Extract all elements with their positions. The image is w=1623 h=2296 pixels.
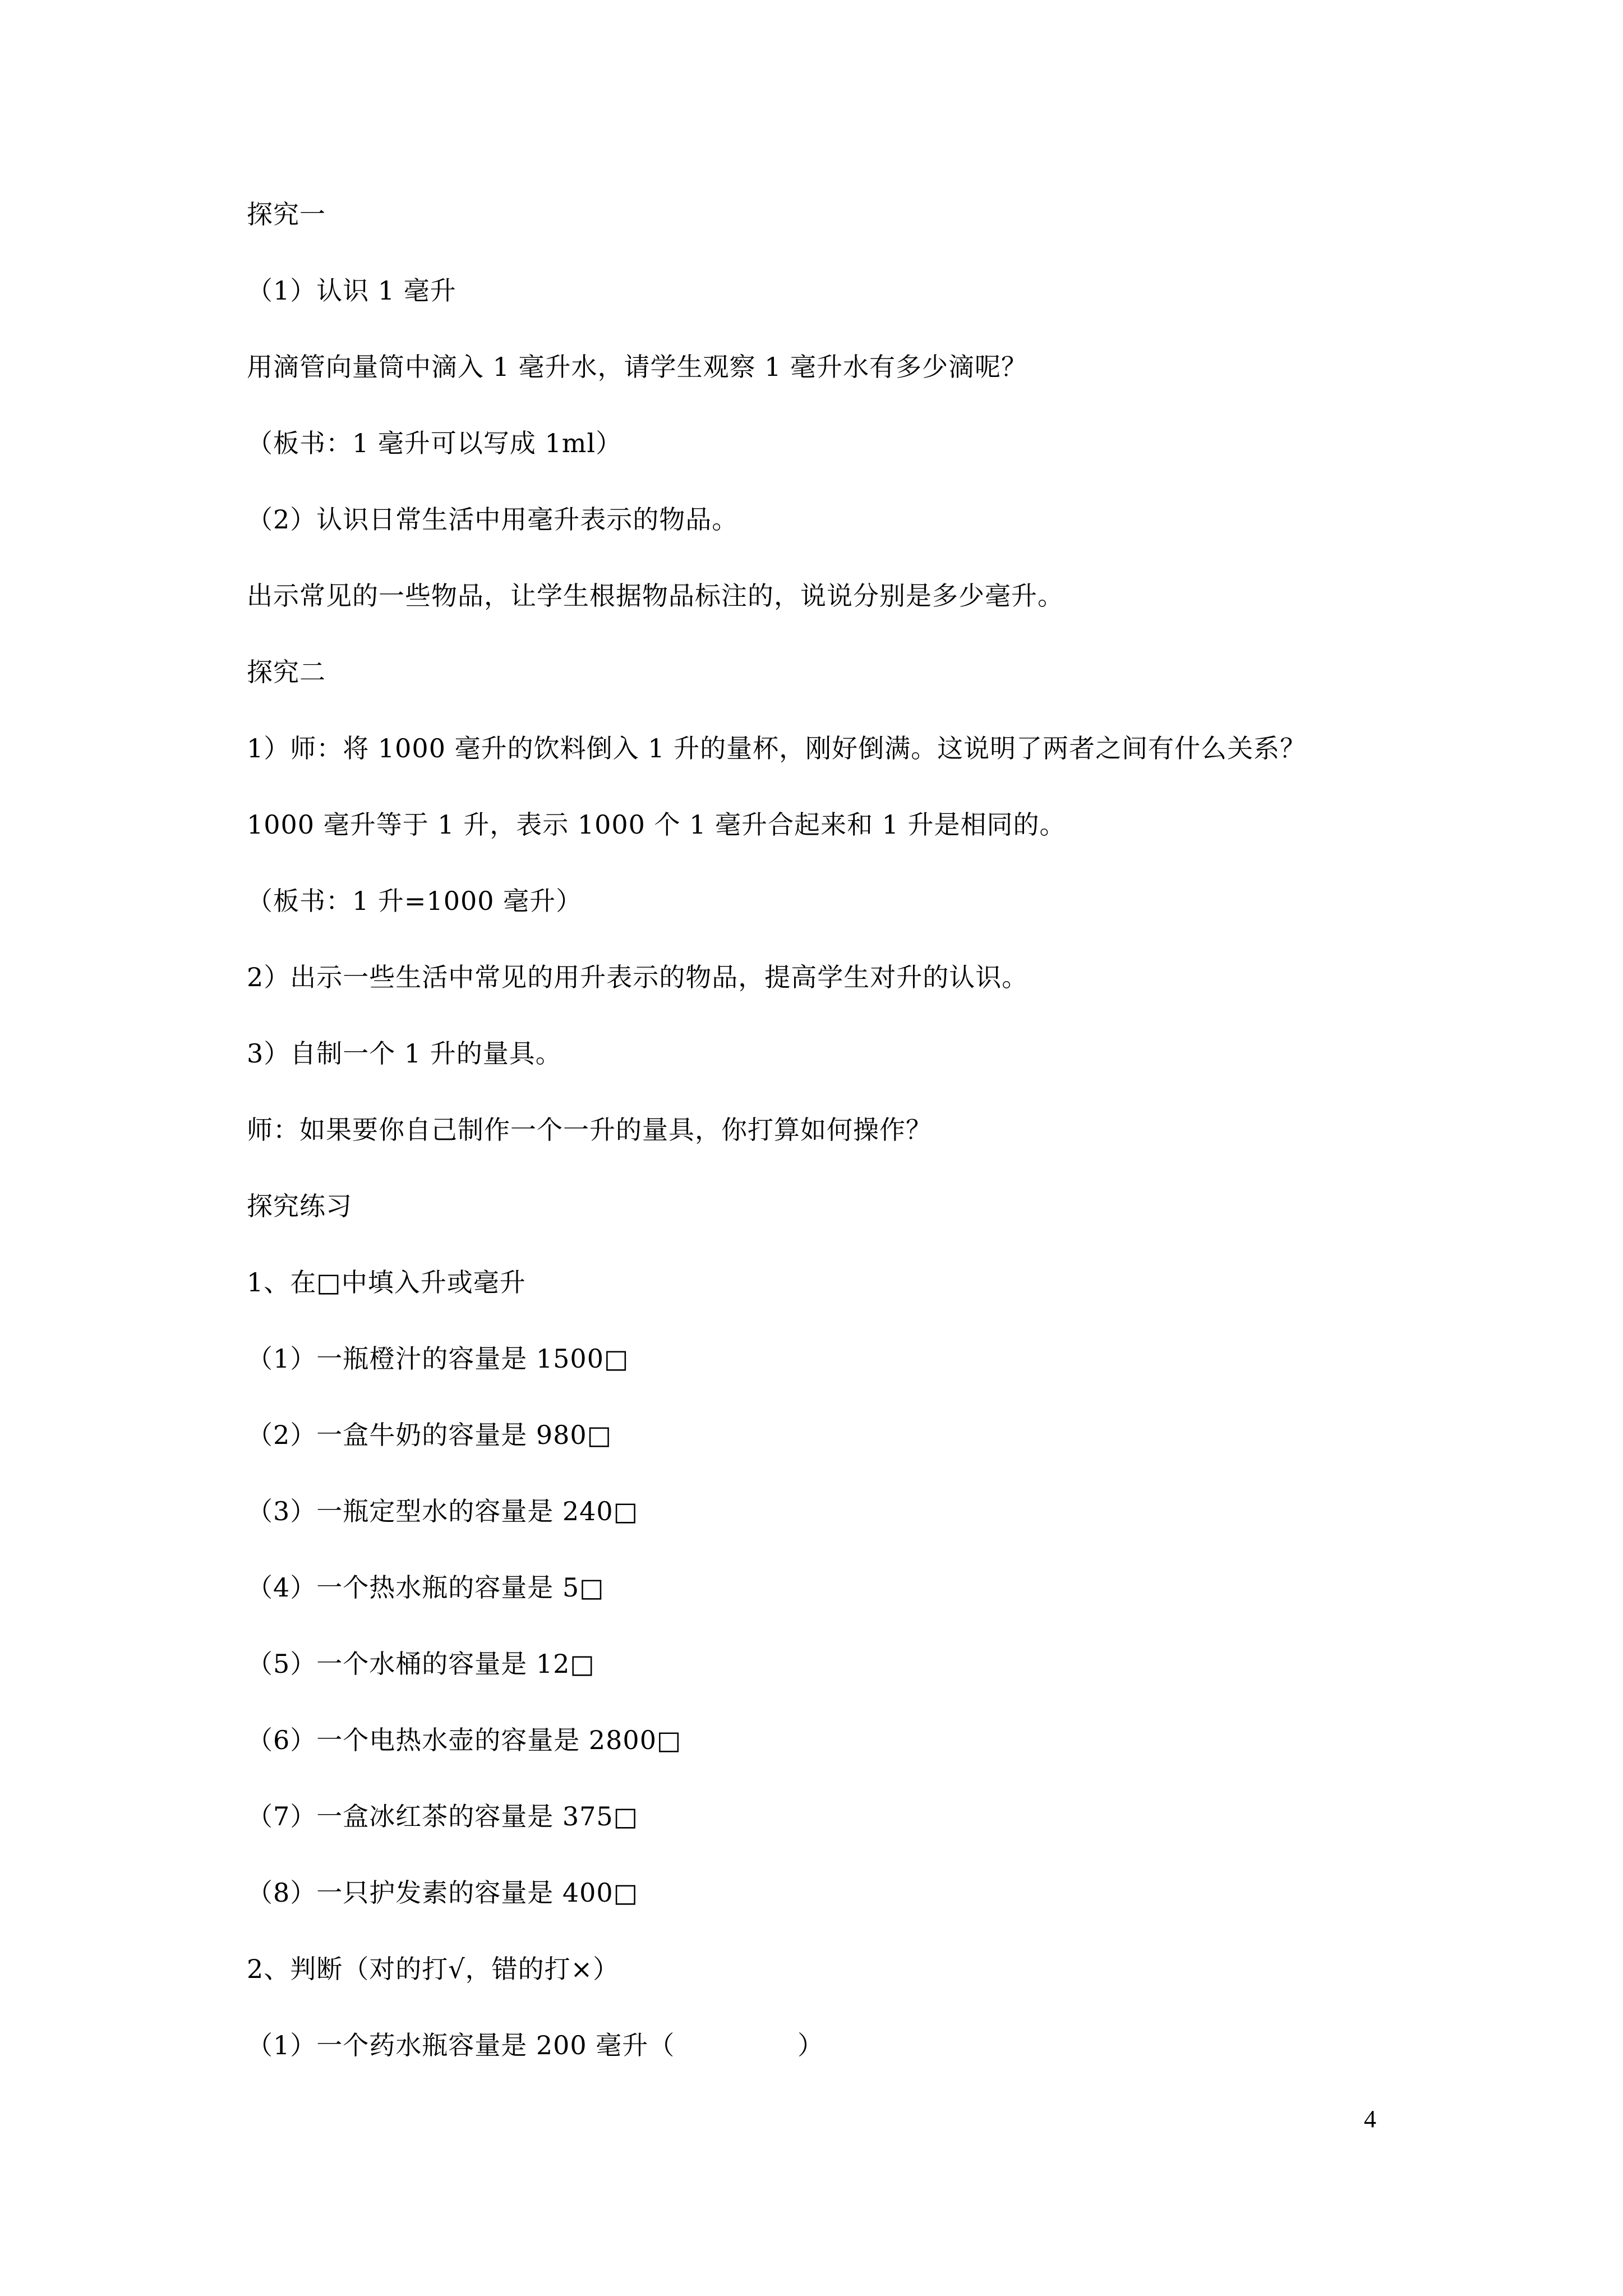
text-line: 1000 毫升等于 1 升，表示 1000 个 1 毫升合起来和 1 升是相同的。 [247, 809, 1066, 840]
exercise-item: （5）一个水桶的容量是 12□ [247, 1649, 595, 1679]
text-line: （板书：1 升=1000 毫升） [247, 886, 583, 916]
text-line: （板书：1 毫升可以写成 1ml） [247, 428, 623, 458]
text-line: 3）自制一个 1 升的量具。 [247, 1038, 562, 1069]
heading-explore-2: 探究二 [247, 657, 326, 687]
exercise-item: （6）一个电热水壶的容量是 2800□ [247, 1725, 682, 1755]
heading-explore-practice: 探究练习 [247, 1191, 352, 1221]
text-line: 2）出示一些生活中常见的用升表示的物品，提高学生对升的认识。 [247, 962, 1029, 992]
page-number: 4 [1364, 2105, 1376, 2133]
exercise-item: （1）一瓶橙汁的容量是 1500□ [247, 1343, 629, 1374]
text-line: 师：如果要你自己制作一个一升的量具，你打算如何操作？ [247, 1115, 932, 1145]
text-line: 1）师：将 1000 毫升的饮料倒入 1 升的量杯，刚好倒满。这说明了两者之间有什么关系？ [247, 733, 1307, 763]
exercise-item: （4）一个热水瓶的容量是 5□ [247, 1572, 605, 1603]
exercise-item: （8）一只护发素的容量是 400□ [247, 1878, 639, 1908]
text-line: 出示常见的一些物品，让学生根据物品标注的，说说分别是多少毫升。 [247, 581, 1064, 611]
exercise-item: （7）一盒冰红茶的容量是 375□ [247, 1801, 639, 1832]
heading-explore-1: 探究一 [247, 199, 326, 229]
text-line: 用滴管向量筒中滴入 1 毫升水，请学生观察 1 毫升水有多少滴呢？ [247, 352, 1028, 382]
exercise-title: 2、判断（对的打√，错的打×） [247, 1954, 620, 1984]
text-line: （1）认识 1 毫升 [247, 275, 457, 306]
exercise-title: 1、在□中填入升或毫升 [247, 1267, 526, 1297]
text-line: （2）认识日常生活中用毫升表示的物品。 [247, 504, 739, 535]
exercise-item: （1）一个药水瓶容量是 200 毫升（ ） [247, 2030, 824, 2060]
exercise-item: （2）一盒牛奶的容量是 980□ [247, 1420, 612, 1450]
exercise-item: （3）一瓶定型水的容量是 240□ [247, 1496, 639, 1526]
